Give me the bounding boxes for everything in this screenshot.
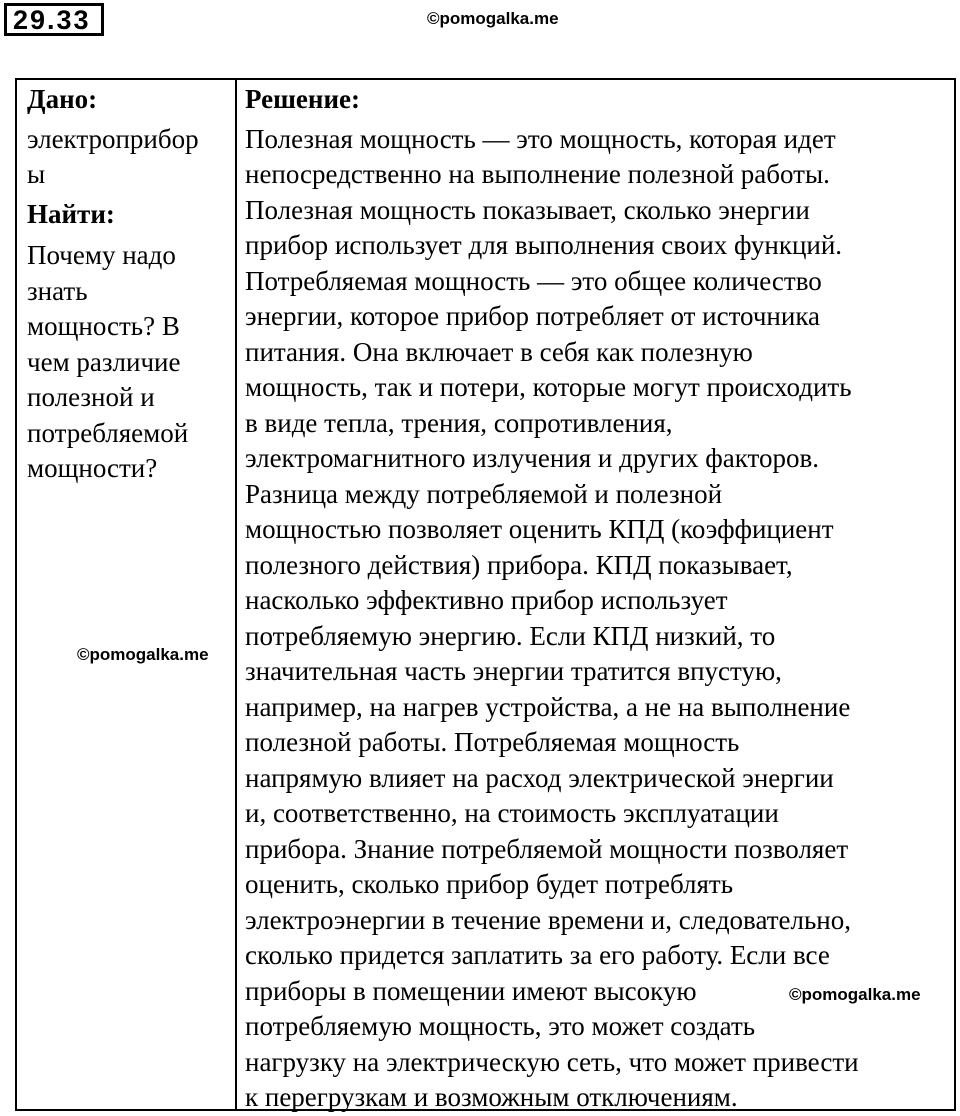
solution-text (245, 122, 950, 1116)
solution-line: например, на нагрев устройства, а не на выполнение (245, 691, 851, 722)
solution-line: сколько придется заплатить за его работу. Если все (245, 940, 830, 970)
solution-line: мощность, так и потери, которые могут происходить (245, 372, 852, 402)
watermark-right: ©pomogalka.me (789, 985, 921, 1004)
solution-line: непосредственно на выполнение полезной работы. (245, 159, 830, 189)
question-line: чем различие (27, 346, 181, 377)
given-column (27, 80, 232, 487)
solution-line: и, соответственно, на стоимость эксплуатации (245, 798, 779, 828)
solution-line: электроэнергии в течение времени и, следовательно, (245, 904, 851, 935)
solution-line: Полезная мощность показывает, сколько энергии (245, 194, 810, 225)
solution-line: электромагнитного излучения и других факторов. (245, 443, 819, 473)
solution-line: значительная часть энергии тратится впустую, (245, 656, 782, 686)
solution-line: Полезная мощность — это мощность, которая идет (245, 123, 836, 154)
watermark-top: ©pomogalka.me (427, 9, 559, 28)
solution-line: к перегрузкам и возможным отключениям. (245, 1082, 738, 1112)
question-line: потребляемой (27, 417, 189, 448)
solution-column (245, 80, 950, 1116)
question-line: знать (27, 275, 88, 306)
solution-line: потребляемую энергию. Если КПД низкий, то (245, 620, 776, 651)
solution-line: прибор использует для выполнения своих функций. (245, 230, 843, 260)
solution-line: прибора. Знание потребляемой мощности позволяет (245, 833, 849, 864)
solution-line: напрямую влияет на расход электрической энергии (245, 762, 834, 793)
solution-line: насколько эффективно прибор использует (245, 585, 728, 615)
solution-line: потребляемую мощность, это может создать (245, 1011, 756, 1041)
solution-line: полезного действия) прибора. КПД показывает, (245, 549, 793, 580)
solution-line: Разница между потребляемой и полезной (245, 478, 723, 509)
solution-line: приборы в помещении имеют высокую (245, 975, 697, 1006)
column-divider (235, 80, 237, 1109)
given-line: электроприбор (27, 123, 199, 154)
solution-line: нагрузку на электрическую сеть, что может привести (245, 1046, 859, 1077)
given-line: ы (27, 159, 46, 189)
solution-line: оценить, сколько прибор будет потреблять (245, 869, 734, 899)
given-heading: Дано: (27, 84, 98, 114)
solution-line: питания. Она включает в себя как полезную (245, 336, 753, 367)
solution-heading: Решение: (245, 84, 360, 114)
find-question (27, 238, 232, 487)
given-value (27, 122, 232, 193)
problem-number: 29.33 (4, 3, 104, 36)
question-line: мощность? В (27, 311, 180, 341)
solution-line: в виде тепла, трения, сопротивления, (245, 407, 673, 438)
solution-line: полезной работы. Потребляемая мощность (245, 727, 740, 757)
solution-line: мощностью позволяет оценить КПД (коэффициент (245, 514, 834, 544)
question-line: Почему надо (27, 240, 176, 270)
find-heading: Найти: (27, 198, 115, 229)
question-line: полезной и (27, 382, 155, 412)
solution-line: Потребляемая мощность — это общее количество (245, 265, 822, 296)
task-table (15, 78, 956, 1111)
solution-line: энергии, которое прибор потребляет от источника (245, 301, 821, 331)
question-line: мощности? (27, 453, 158, 483)
watermark-left: ©pomogalka.me (77, 645, 209, 664)
